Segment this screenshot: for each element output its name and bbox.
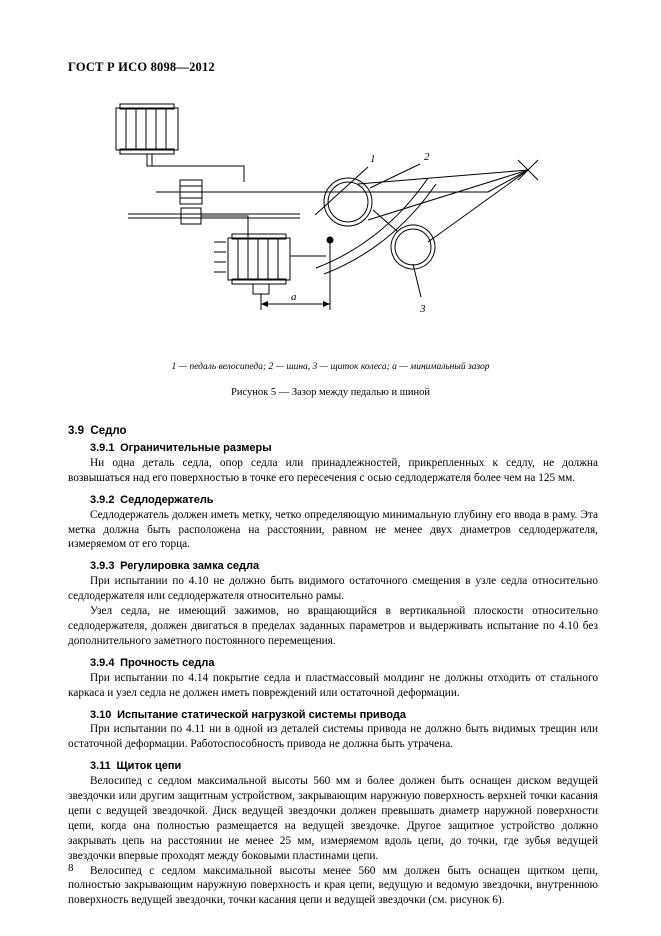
subsection-number: 3.9.2 bbox=[90, 493, 115, 506]
section-title: Седло bbox=[90, 425, 127, 437]
subsection-3-9-2-heading bbox=[68, 493, 598, 508]
subsection-3-9-2 bbox=[68, 493, 598, 553]
paragraph: Велосипед с седлом максимальной высоты менее 560 мм должен быть оснащен щитком цепи, полностью закрывающим наружную поверхность и края цепи, ведущую и ведомую звездочки, внутреннюю поверхность ведущей звездочки, точки касания цепи и ведущей звездочки (см. рисунок 6). bbox=[68, 864, 598, 907]
figure-legend: 1 — педаль велосипеда; 2 — шина, 3 — щиток колеса; a — минимальный зазор bbox=[171, 362, 490, 372]
section-heading-3-9 bbox=[68, 425, 598, 437]
section-number: 3.10 bbox=[90, 708, 112, 721]
paragraph: При испытании по 4.10 не должно быть видимого остаточного смещения в узле седла относительно седлодержателя или седлодержателя относительно рамы. bbox=[68, 575, 598, 603]
page-header: ГОСТ Р ИСО 8098—2012 bbox=[68, 60, 215, 74]
subsection-title: Регулировка замка седла bbox=[120, 560, 260, 573]
paragraph: При испытании по 4.14 покрытие седла и пластмассовый молдинг не должны отходить от стального каркаса и узел седла не должен иметь повреждений или остаточной деформации. bbox=[68, 671, 598, 699]
dimension-a-label: a bbox=[291, 291, 297, 303]
figure-caption: Рисунок 5 — Зазор между педалью и шиной bbox=[231, 387, 430, 398]
callout-3-label: 3 bbox=[420, 303, 426, 315]
subsection-title: Седлодержатель bbox=[120, 493, 214, 506]
subsection-title: Ограничительные размеры bbox=[120, 442, 272, 454]
subsection-3-9-4-heading bbox=[68, 656, 598, 671]
page-number: 8 bbox=[68, 862, 74, 874]
paragraph: Велосипед с седлом максимальной высоты 560 мм и более должен быть оснащен диском ведущей звездочки или другим защитным устройством, закрывающим наружную поверхность верхней точки касания цепи с ведущей звездочкой. Диск ведущей звездочки должен превышать диаметр наружной поверхности цепи, когда она полностью размещается на ведущей звездочке. Другое защитное устройство должно закрывать цепь на расстоянии не менее 25 мм, измеряемом вдоль цепи, до точки, где зубья ведущей звездочки впервые проходят между боковыми пластинами цепи. bbox=[68, 775, 598, 862]
subsection-3-9-1-heading bbox=[68, 441, 598, 456]
section-heading-3-11 bbox=[68, 759, 598, 774]
section-3-11 bbox=[68, 759, 598, 908]
section-3-10 bbox=[68, 708, 598, 753]
paragraph: Ни одна деталь седла, опор седла или принадлежностей, прикрепленных к седлу, не должна возвышаться над его поверхностью в точке его пересечения с осью седлодержателя более чем на 125 мм. bbox=[68, 456, 598, 484]
callout-1-label: 1 bbox=[370, 153, 376, 165]
callout-2-label: 2 bbox=[424, 151, 430, 163]
subsection-3-9-1 bbox=[68, 441, 598, 486]
section-title: Испытание статической нагрузкой системы привода bbox=[117, 708, 406, 721]
figure-5-drawing bbox=[68, 92, 598, 360]
paragraph: Седлодержатель должен иметь метку, четко определяющую минимальную глубину его ввода в раму. Эта метка должна быть расположена на расстоянии, равном не менее двух диаметров седлодержателя, измеряемом от его торца. bbox=[68, 508, 598, 551]
section-number: 3.9 bbox=[68, 425, 84, 437]
subsection-number: 3.9.3 bbox=[90, 560, 115, 573]
section-title: Щиток цепи bbox=[116, 760, 182, 773]
subsection-number: 3.9.1 bbox=[90, 442, 115, 454]
paragraph: Узел седла, не имеющий зажимов, но вращающийся в вертикальной плоскости относительно седлодержателя, должен двигаться в пределах заданных параметров и выдерживать испытание по 4.10 без дополнительного заметного постоянного перемещения. bbox=[68, 605, 598, 647]
document-body bbox=[68, 425, 598, 915]
section-number: 3.11 bbox=[90, 760, 111, 773]
subsection-3-9-3 bbox=[68, 559, 598, 648]
subsection-3-9-3-heading bbox=[68, 559, 598, 574]
paragraph: При испытании по 4.11 ни в одной из деталей системы привода не должно быть видимых трещин или остаточной деформации. Работоспособность привода не должна быть утрачена. bbox=[68, 723, 598, 751]
figure-5-svg bbox=[68, 92, 598, 360]
subsection-3-9-4 bbox=[68, 656, 598, 701]
subsection-number: 3.9.4 bbox=[90, 656, 115, 669]
subsection-title: Прочность седла bbox=[120, 656, 215, 669]
section-heading-3-10 bbox=[68, 708, 598, 723]
